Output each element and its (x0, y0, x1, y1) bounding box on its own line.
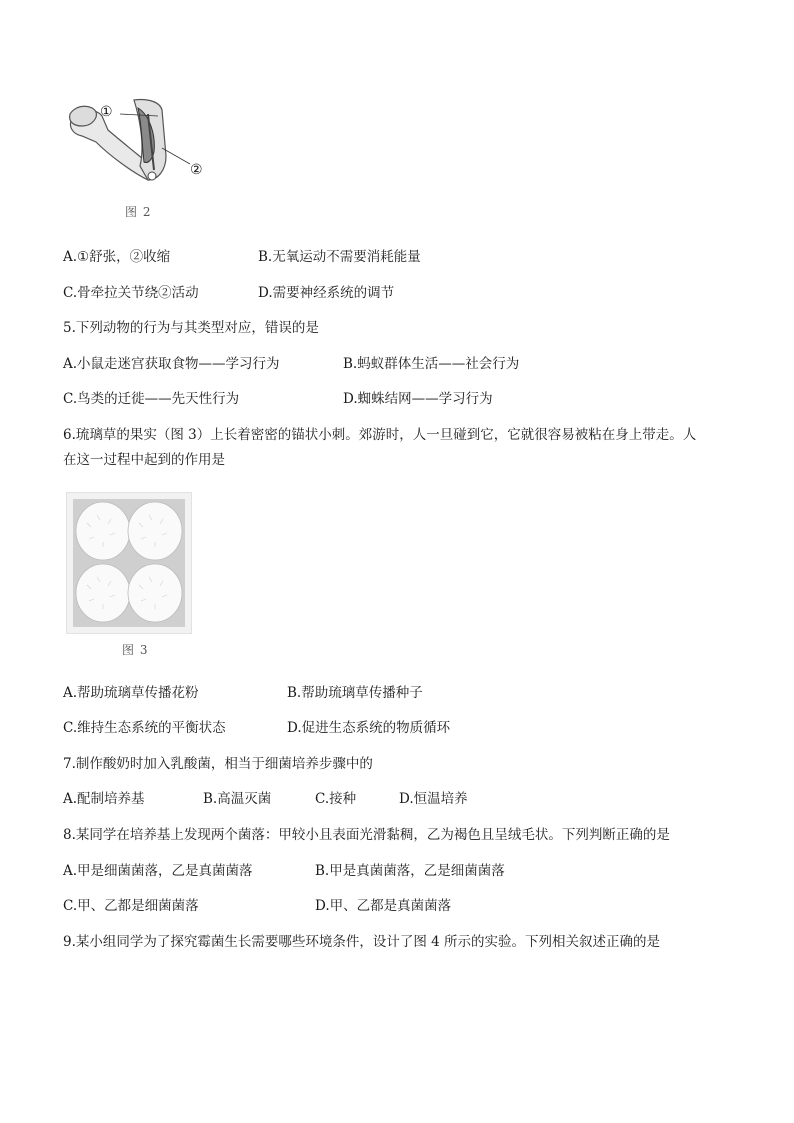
figure-2-label-2: ② (190, 162, 203, 178)
q5-option-b: B.蚂蚁群体生活——社会行为 (343, 356, 520, 372)
q8-option-b: B.甲是真菌菌落，乙是细菌菌落 (315, 863, 505, 879)
q5-option-d: D.蜘蛛结网——学习行为 (343, 391, 493, 407)
q4-option-b: B.无氧运动不需要消耗能量 (258, 249, 421, 265)
q6-option-c: C.维持生态系统的平衡状态 (63, 720, 226, 736)
q6-stem-line-1: 6.琉璃草的果实（图 3）上长着密密的锚状小刺。郊游时，人一旦碰到它，它就很容易被粘在身上带走。人 (63, 427, 697, 443)
figure-2-arm (62, 96, 222, 196)
q5-stem: 5.下列动物的行为与其类型对应，错误的是 (63, 320, 319, 336)
q9-stem: 9.某小组同学为了探究霉菌生长需要哪些环境条件，设计了图 4 所示的实验。下列相关叙述正确的是 (63, 934, 661, 950)
q7-option-d: D.恒温培养 (399, 791, 468, 807)
q5-option-c: C.鸟类的迁徙——先天性行为 (63, 391, 240, 407)
q7-stem: 7.制作酸奶时加入乳酸菌，相当于细菌培养步骤中的 (63, 756, 373, 772)
arm-muscle-illustration (62, 96, 222, 196)
figure-3-fruit-photo (66, 492, 192, 634)
q7-option-a: A.配制培养基 (63, 791, 145, 807)
q8-stem: 8.某同学在培养基上发现两个菌落：甲较小且表面光滑黏稠，乙为褐色且呈绒毛状。下列判断正确的是 (63, 827, 670, 843)
q6-option-d: D.促进生态系统的物质循环 (287, 720, 451, 736)
figure-3-caption: 图 3 (122, 643, 149, 657)
q4-option-d: D.需要神经系统的调节 (258, 285, 395, 301)
burr-fruit-image (67, 493, 191, 633)
figure-2-caption: 图 2 (125, 205, 152, 219)
q4-option-a: A.①舒张，②收缩 (63, 249, 171, 265)
q7-option-b: B.高温灭菌 (203, 791, 272, 807)
figure-2-label-1: ① (100, 104, 113, 120)
q8-option-c: C.甲、乙都是细菌菌落 (63, 898, 199, 914)
q7-option-c: C.接种 (315, 791, 357, 807)
q6-stem-line-2: 在这一过程中起到的作用是 (63, 452, 225, 468)
q8-option-a: A.甲是细菌菌落，乙是真菌菌落 (63, 863, 253, 879)
q8-option-d: D.甲、乙都是真菌菌落 (315, 898, 452, 914)
q5-option-a: A.小鼠走迷宫获取食物——学习行为 (63, 356, 280, 372)
q6-option-a: A.帮助琉璃草传播花粉 (63, 685, 199, 701)
q6-option-b: B.帮助琉璃草传播种子 (287, 685, 423, 701)
q4-option-c: C.骨牵拉关节绕②活动 (63, 285, 199, 301)
